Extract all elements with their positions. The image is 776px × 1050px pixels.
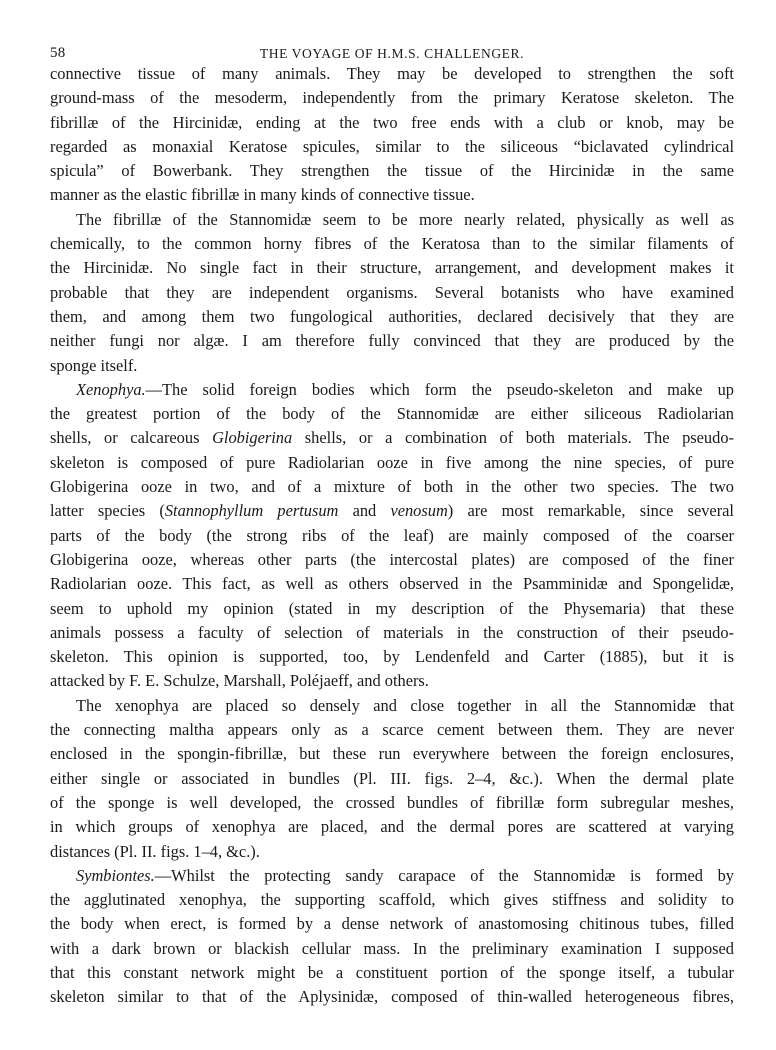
paragraph (50, 694, 734, 864)
text-line: regarded as monaxial Keratose spicules, similar to the siliceous “biclavated cylindrical (50, 136, 734, 156)
text-line: manner as the elastic fibrillæ in many kinds of connective tissue. (50, 185, 475, 205)
text-line: the agglutinated xenophya, the supporting scaffold, which gives stiffness and solidity to (50, 890, 734, 910)
text-line: that this constant network might be a constituent portion of the sponge itself, a tubular (50, 962, 734, 982)
text-line: probable that they are independent organisms. Several botanists who have examined (50, 282, 734, 302)
text-run: —Whilst the protecting sandy carapace of the Stannomidæ is formed by (154, 865, 734, 885)
text-line: ground-mass of the mesoderm, independently from the primary Keratose skeleton. The (50, 88, 734, 108)
text-line: sponge itself. (50, 355, 138, 375)
text-line: Globigerina ooze in two, and of a mixture of both in the other two species. The two (50, 477, 734, 497)
text-line: the body when erect, is formed by a dense network of anastomosing chitinous tubes, filled (50, 914, 734, 934)
text-line: chemically, to the common horny fibres of the Keratosa than to the similar filaments of (50, 234, 734, 254)
text-line: them, and among them two fungological authorities, declared decisively that they are (50, 306, 734, 326)
text-line: seem to uphold my opinion (stated in my description of the Physemaria) that these (50, 598, 734, 618)
text-line: Globigerina ooze, whereas other parts (the intercostal plates) are composed of the finer (50, 549, 734, 569)
text-line: connective tissue of many animals. They may be developed to strengthen the soft (50, 64, 734, 83)
text-line: the greatest portion of the body of the Stannomidæ are either siliceous Radiolarian (50, 404, 734, 424)
text-line: the connecting maltha appears only as a scarce cement between them. They are never (50, 720, 734, 740)
text-line: of the sponge is well developed, the crossed bundles of fibrillæ form subregular meshes, (50, 792, 734, 812)
paragraph (50, 62, 734, 208)
text-line: The fibrillæ of the Stannomidæ seem to be more nearly related, physically as well as (76, 209, 734, 229)
text-line: neither fungi nor algæ. I am therefore fully convinced that they are produced by the (50, 331, 734, 351)
text-run: —The solid foreign bodies which form the pseudo-skeleton and make up (145, 379, 734, 399)
taxon-name: Stannophyllum pertusum (164, 501, 339, 521)
text-line (50, 378, 734, 402)
paragraph-symbiontes (50, 864, 734, 1010)
text-line: in which groups of xenophya are placed, and the dermal pores are scattered at varying (50, 817, 734, 837)
text-line: attacked by F. E. Schulze, Marshall, Poléjaeff, and others. (50, 671, 429, 691)
text-line (50, 864, 734, 888)
text-line: enclosed in the spongin-fibrillæ, but these run everywhere between the foreign enclosures, (50, 744, 734, 764)
paragraph-xenophya (50, 378, 734, 694)
text-run: shells, or calcareous (50, 428, 213, 448)
text-line (50, 426, 734, 450)
text-line: distances (Pl. II. figs. 1–4, &c.). (50, 841, 260, 861)
section-heading-symbiontes: Symbiontes. (76, 865, 155, 885)
text-line: animals possess a faculty of selection of materials in the construction of their pseudo- (50, 622, 734, 642)
page-number: 58 (50, 45, 66, 61)
running-title: THE VOYAGE OF H.M.S. CHALLENGER. (259, 46, 525, 61)
text-run: ) are most remarkable, since several (447, 501, 734, 521)
text-line: skeleton. This opinion is supported, too, by Lendenfeld and Carter (1885), but it is (50, 647, 734, 667)
paragraph (50, 208, 734, 378)
taxon-name: Globigerina (212, 428, 293, 448)
text-line: The xenophya are placed so densely and close together in all the Stannomidæ that (76, 695, 734, 715)
text-line (50, 499, 734, 523)
text-line: parts of the body (the strong ribs of the leaf) are mainly composed of the coarser (50, 525, 734, 545)
text-line: skeleton is composed of pure Radiolarian ooze in five among the nine species, of pure (50, 452, 734, 472)
text-run: and (338, 501, 391, 521)
text-line: either single or associated in bundles (Pl. III. figs. 2–4, &c.). When the dermal plate (50, 768, 734, 788)
text-line: spicula” of Bowerbank. They strengthen the tissue of the Hircinidæ in the same (50, 161, 734, 181)
taxon-name: venosum (390, 501, 448, 521)
text-line: fibrillæ of the Hircinidæ, ending at the two free ends with a club or knob, may be (50, 112, 734, 132)
text-line: the Hircinidæ. No single fact in their structure, arrangement, and development makes it (50, 258, 734, 278)
text-line: Radiolarian ooze. This fact, as well as others observed in the Psamminidæ and Spongelidæ, (50, 574, 734, 594)
page-body (50, 62, 734, 1010)
text-run: latter species ( (50, 501, 165, 521)
section-heading-xenophya: Xenophya. (76, 379, 146, 399)
text-run: shells, or a combination of both materials. The pseudo- (292, 428, 734, 448)
text-line: with a dark brown or blackish cellular mass. In the preliminary examination I supposed (50, 938, 734, 958)
text-line: skeleton similar to that of the Aplysinidæ, composed of thin-walled heterogeneous fibres, (50, 987, 734, 1007)
